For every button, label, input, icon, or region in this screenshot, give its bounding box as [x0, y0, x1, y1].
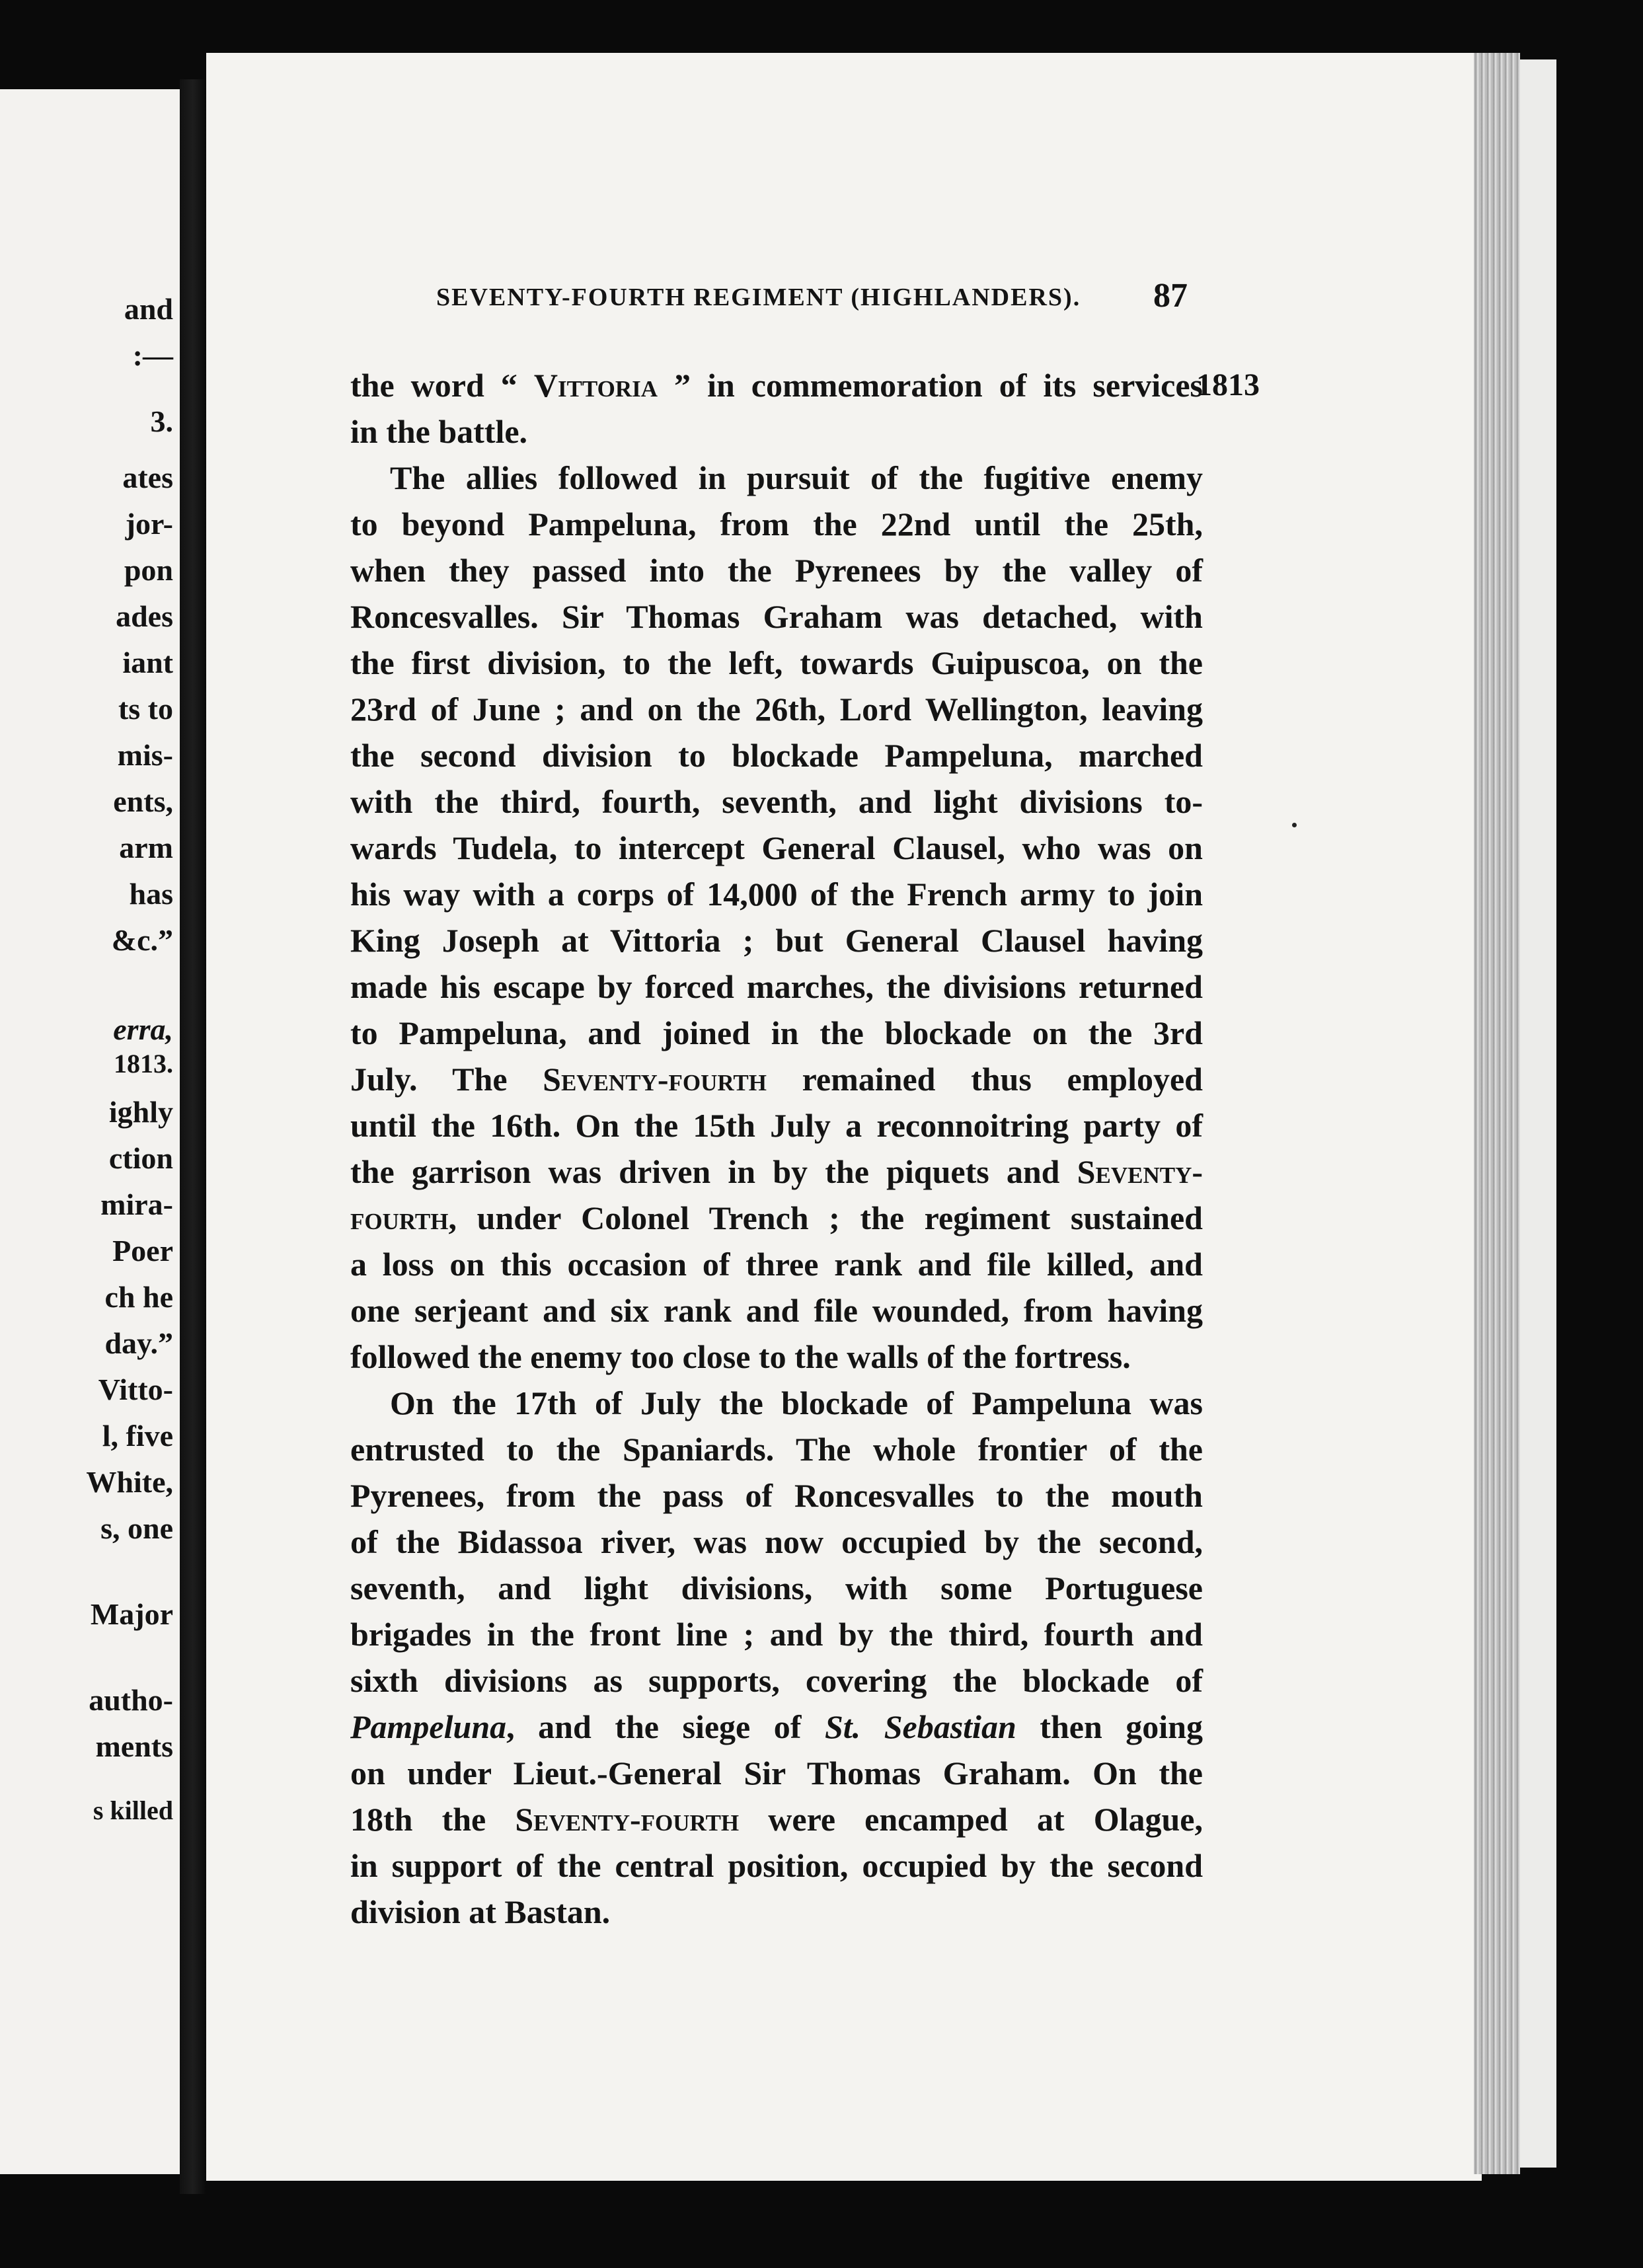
italic-text: St. Sebastian	[824, 1708, 1016, 1745]
page-number: 87	[1153, 277, 1188, 315]
left-page-line: 1813.	[114, 1049, 173, 1078]
left-page-line: has	[129, 877, 173, 911]
left-page-line: erra,	[113, 1012, 173, 1046]
left-page-line: iant	[122, 646, 173, 679]
left-page-line: jor-	[125, 507, 173, 541]
small-caps-text: Seventy-	[1077, 1153, 1203, 1190]
paragraph	[350, 1380, 1203, 1935]
margin-date-note: 1813	[1196, 367, 1260, 402]
left-page-line: Vitto-	[98, 1373, 173, 1406]
text-line: the word “ Vittoria ” in commemoration of its services	[350, 367, 1203, 404]
text-line: a loss on this occasion of three rank and file killed, and	[350, 1246, 1203, 1283]
text-line: made his escape by forced marches, the divisions returned	[350, 968, 1203, 1005]
left-page-line: day.”	[104, 1326, 173, 1360]
text-line: King Joseph at Vittoria ; but General Clausel having	[350, 922, 1203, 959]
text-line: the garrison was driven in by the piquets and Seventy-	[350, 1153, 1203, 1190]
text-line: On the 17th of July the blockade of Pampeluna was	[390, 1384, 1203, 1421]
left-page-line: 3.	[150, 404, 173, 438]
left-page-line: s killed	[93, 1796, 173, 1825]
text-line: followed the enemy too close to the walls of the fortress.	[350, 1338, 1131, 1375]
left-page-line: Major	[90, 1597, 173, 1631]
text-line: until the 16th. On the 15th July a reconnoitring party of	[350, 1107, 1203, 1144]
small-caps-text: Vittoria	[533, 367, 658, 404]
left-page-line: mira-	[100, 1188, 173, 1221]
text-line: seventh, and light divisions, with some Portuguese	[350, 1569, 1203, 1606]
left-page-line: ades	[116, 599, 173, 633]
previous-page-fragment	[0, 89, 180, 2174]
text-line: of the Bidassoa river, was now occupied by the second,	[350, 1523, 1203, 1560]
text-line: one serjeant and six rank and file wounded, from having	[350, 1292, 1203, 1329]
text-line: 18th the Seventy-fourth were encamped at Olague,	[350, 1801, 1203, 1838]
left-page-line: ents,	[113, 784, 173, 818]
text-line: brigades in the front line ; and by the third, fourth and	[350, 1616, 1203, 1653]
ink-speck	[1292, 823, 1297, 827]
left-page-line: White,	[86, 1465, 173, 1499]
text-line: on under Lieut.-General Sir Thomas Graham. On the	[350, 1755, 1203, 1792]
paragraph	[350, 362, 1203, 455]
small-caps-text: fourth	[350, 1199, 449, 1236]
book-gutter	[180, 79, 206, 2194]
text-line: with the third, fourth, seventh, and light divisions to-	[350, 783, 1203, 820]
page-edges	[1474, 53, 1520, 2174]
left-page-line: ction	[108, 1141, 173, 1175]
text-line: Roncesvalles. Sir Thomas Graham was detached, with	[350, 598, 1203, 635]
left-page-line: &c.”	[111, 923, 173, 957]
left-page-line: ighly	[108, 1095, 173, 1129]
text-line: The allies followed in pursuit of the fugitive enemy	[390, 459, 1203, 496]
paragraph	[350, 455, 1203, 1380]
text-line: wards Tudela, to intercept General Clausel, who was on	[350, 829, 1203, 866]
small-caps-text: Seventy-fourth	[543, 1061, 767, 1098]
text-line: his way with a corps of 14,000 of the French army to join	[350, 876, 1203, 913]
text-line: Pyrenees, from the pass of Roncesvalles to the mouth	[350, 1477, 1203, 1514]
text-line: the first division, to the left, towards Guipuscoa, on the	[350, 644, 1203, 681]
left-page-line: and	[124, 292, 173, 326]
text-line: sixth divisions as supports, covering the blockade of	[350, 1662, 1203, 1699]
page-edge-outer	[1520, 59, 1556, 2168]
left-page-line: arm	[119, 831, 173, 864]
small-caps-text: Seventy-fourth	[515, 1801, 740, 1838]
left-page-line: s, one	[100, 1511, 173, 1545]
left-page-line: Poer	[112, 1234, 173, 1267]
text-line: in support of the central position, occupied by the second	[350, 1847, 1203, 1884]
left-page-line: ts to	[118, 692, 173, 726]
text-line: July. The Seventy-fourth remained thus employed	[350, 1061, 1203, 1098]
left-page-line: mis-	[117, 738, 173, 772]
italic-text: Pampeluna	[350, 1708, 507, 1745]
text-line: 23rd of June ; and on the 26th, Lord Wellington, leaving	[350, 691, 1203, 728]
text-line: when they passed into the Pyrenees by the valley of	[350, 552, 1203, 589]
text-line: Pampeluna, and the siege of St. Sebastian then going	[350, 1708, 1203, 1745]
text-line: division at Bastan.	[350, 1893, 611, 1930]
left-page-line: :—	[132, 338, 173, 372]
left-page-line: ch he	[104, 1280, 173, 1314]
left-page-line: ates	[122, 461, 173, 494]
text-line: to beyond Pampeluna, from the 22nd until the 25th,	[350, 506, 1203, 543]
text-line: the second division to blockade Pampeluna, marched	[350, 737, 1203, 774]
left-page-line: pon	[124, 553, 173, 587]
text-line: in the battle.	[350, 413, 528, 450]
text-line: fourth, under Colonel Trench ; the regiment sustained	[350, 1199, 1203, 1236]
body-text	[350, 362, 1203, 1935]
left-page-line: autho-	[89, 1683, 173, 1717]
text-line: entrusted to the Spaniards. The whole frontier of the	[350, 1431, 1203, 1468]
text-line: to Pampeluna, and joined in the blockade on the 3rd	[350, 1014, 1203, 1051]
running-title: SEVENTY-FOURTH REGIMENT (HIGHLANDERS).	[436, 284, 1081, 311]
left-page-line: l, five	[102, 1419, 173, 1453]
left-page-line: ments	[95, 1729, 173, 1763]
